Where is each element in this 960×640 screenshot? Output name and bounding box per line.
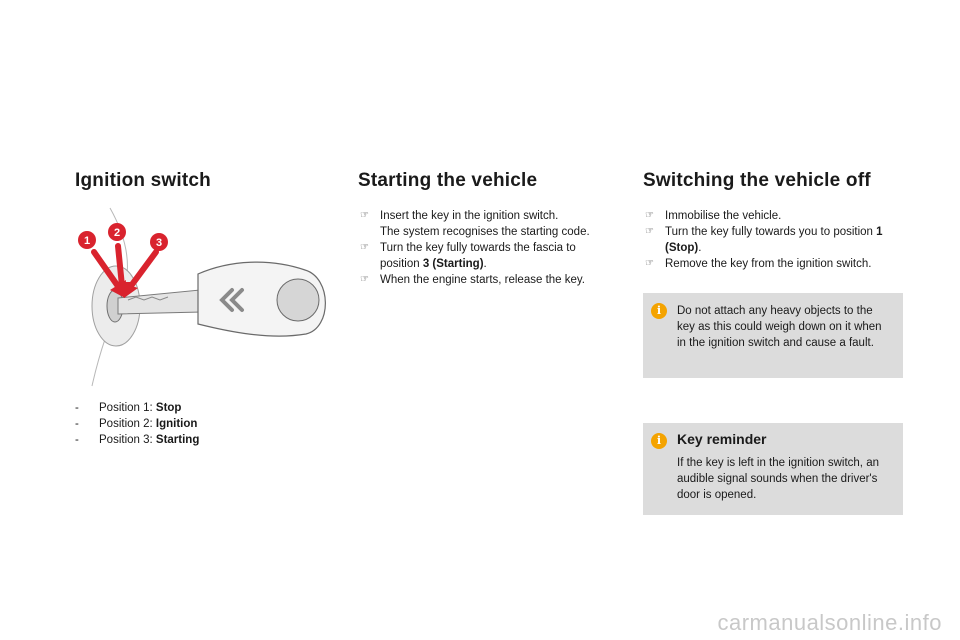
notice-box — [643, 293, 903, 378]
switching-off-steps — [643, 208, 905, 272]
key-reminder-box — [643, 423, 903, 515]
callout-3: 3 — [155, 237, 163, 249]
starting-section — [358, 170, 618, 288]
key-reminder-text: If the key is left in the ignition switch, an audible signal sounds when the driver's door is opened. — [677, 457, 879, 501]
starting-title: Starting the vehicle — [358, 170, 538, 191]
list-item: ☞ Immobilise the vehicle. — [645, 210, 782, 222]
pointing-hand-icon: ☞ — [360, 242, 369, 253]
switching-off-title: Switching the vehicle off — [643, 170, 871, 191]
list-item: ☞ When the engine starts, release the key. — [360, 274, 585, 286]
list-item: ☞ Turn the key fully towards you to position 1 (Stop). — [645, 226, 883, 254]
watermark: carmanualsonline.info — [717, 610, 942, 635]
position-list — [75, 400, 199, 448]
list-item: ☞ Remove the key from the ignition switch. — [645, 258, 872, 270]
info-icon: i — [651, 433, 667, 449]
arrow-2 — [118, 246, 122, 286]
list-item: ☞ Insert the key in the ignition switch. The system recognises the starting code. — [360, 210, 590, 238]
list-item: ☞ Turn the key fully towards the fascia to position 3 (Starting). — [360, 242, 576, 270]
position-item: - Position 3: Starting — [75, 434, 200, 446]
ignition-title: Ignition switch — [75, 170, 211, 191]
switching-off-section — [643, 170, 905, 272]
position-item: - Position 2: Ignition — [75, 418, 198, 430]
callout-2: 2 — [113, 227, 121, 239]
pointing-hand-icon: ☞ — [645, 210, 654, 221]
pointing-hand-icon: ☞ — [645, 226, 654, 237]
callout-1: 1 — [83, 235, 91, 247]
info-icon: i — [651, 303, 667, 319]
key-reminder-title: Key reminder — [677, 431, 767, 447]
pointing-hand-icon: ☞ — [645, 258, 654, 269]
starting-steps — [358, 208, 618, 288]
ignition-section — [75, 170, 211, 192]
key-button — [277, 279, 319, 321]
notice-text: Do not attach any heavy objects to the key as this could weigh down on it when in the ignition switch and cause a fault. — [677, 305, 882, 349]
pointing-hand-icon: ☞ — [360, 274, 369, 285]
position-item: - Position 1: Stop — [75, 402, 182, 414]
pointing-hand-icon: ☞ — [360, 210, 369, 221]
ignition-key-figure — [70, 200, 340, 390]
arrow-3 — [128, 252, 156, 290]
